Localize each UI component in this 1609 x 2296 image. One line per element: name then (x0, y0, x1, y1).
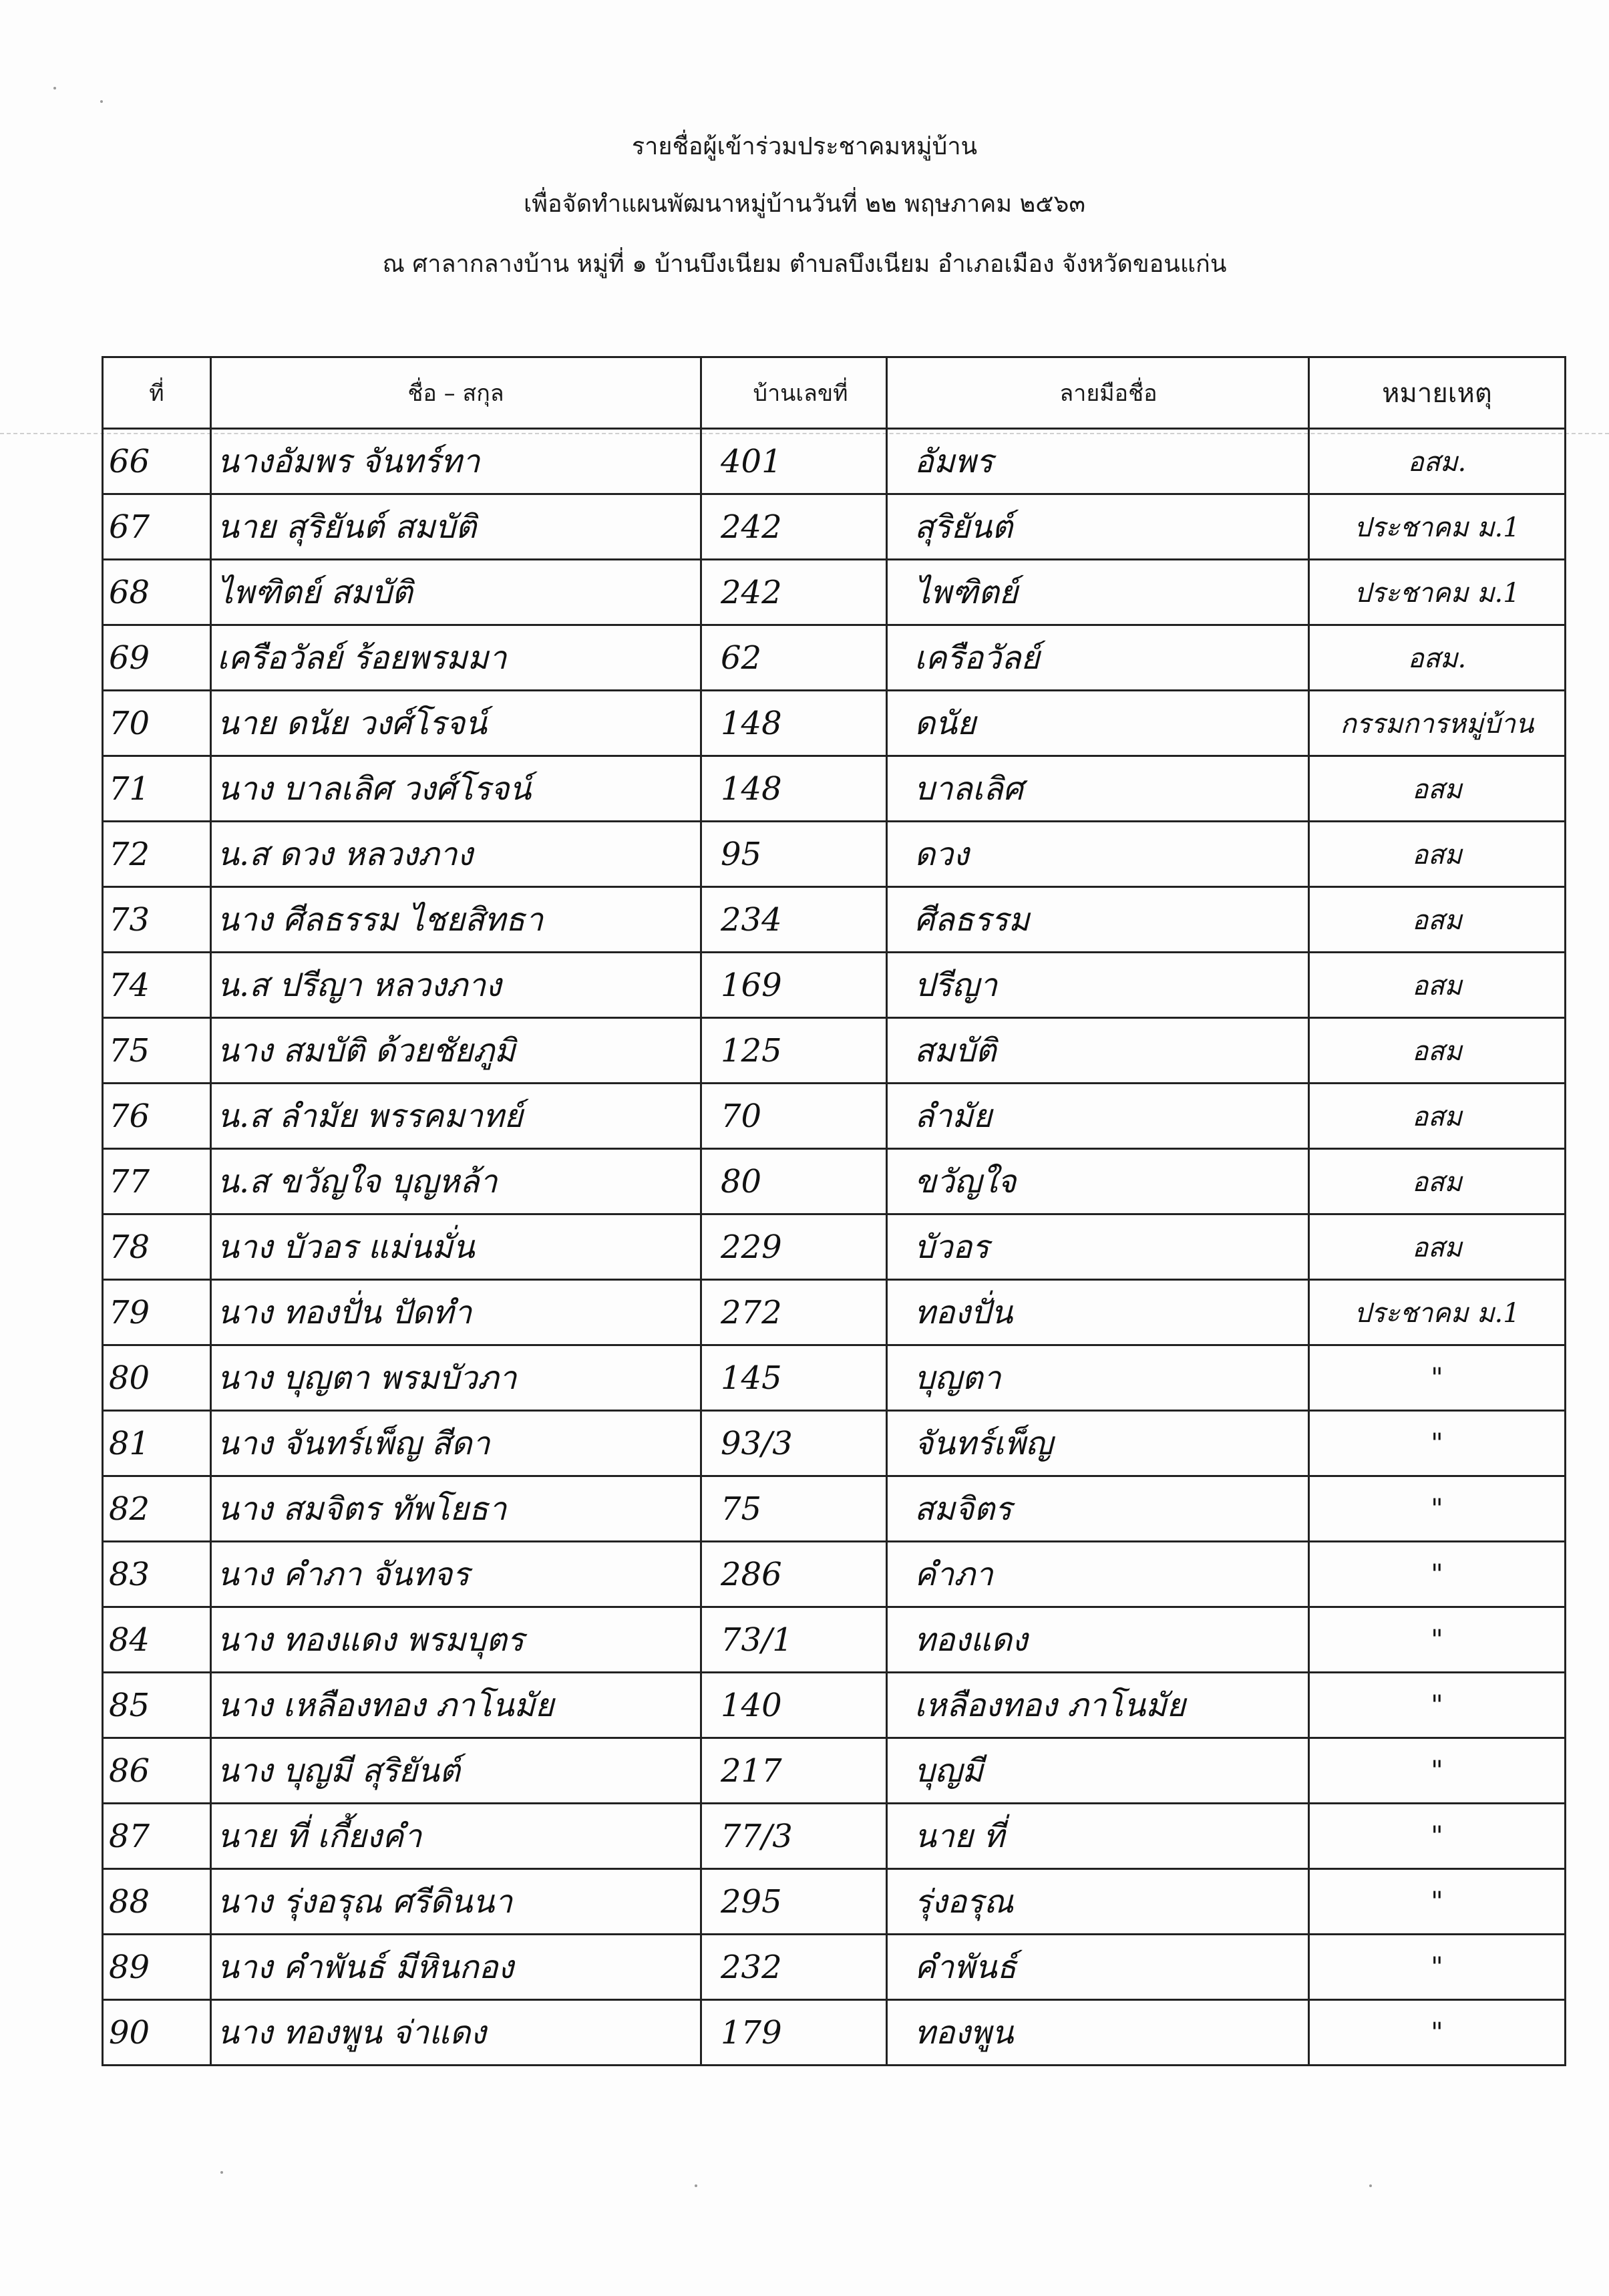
attendee-name-cell: เครือวัลย์ ร้อยพรมมา (211, 625, 701, 691)
house-number-cell: 80 (701, 1149, 887, 1214)
table-row (103, 1084, 1566, 1149)
signature-cell: อัมพร (887, 429, 1309, 494)
row-number-cell: 80 (103, 1345, 211, 1411)
remark-cell: อสม (1309, 1149, 1566, 1214)
house-number-cell: 232 (701, 1935, 887, 2000)
attendee-name-cell: นางอัมพร จันทร์ทา (211, 429, 701, 494)
attendee-name-cell: นาย ดนัย วงศ์โรจน์ (211, 691, 701, 756)
attendee-name-cell: น.ส ปรีญา หลวงภาง (211, 953, 701, 1018)
signature-cell: บาลเลิศ (887, 756, 1309, 822)
house-number-cell: 217 (701, 1738, 887, 1804)
house-number-cell: 70 (701, 1084, 887, 1149)
row-number-cell: 72 (103, 822, 211, 887)
signature-cell: ดนัย (887, 691, 1309, 756)
signature-cell: สมบัติ (887, 1018, 1309, 1084)
house-number-cell: 242 (701, 494, 887, 560)
remark-cell: อสม (1309, 756, 1566, 822)
remark-cell: " (1309, 1935, 1566, 2000)
house-number-cell: 229 (701, 1214, 887, 1280)
row-number-cell: 77 (103, 1149, 211, 1214)
house-number-cell: 148 (701, 691, 887, 756)
signature-cell: รุ่งอรุณ (887, 1869, 1309, 1935)
house-number-cell: 286 (701, 1542, 887, 1607)
attendee-name-cell: นาง บัวอร แม่นมั่น (211, 1214, 701, 1280)
document-subtitle: เพื่อจัดทำแผนพัฒนาหมู่บ้านวันที่ ๒๒ พฤษภาคม ๒๕๖๓ (524, 190, 1085, 218)
house-number-cell: 75 (701, 1476, 887, 1542)
row-number-cell: 83 (103, 1542, 211, 1607)
signature-cell: คำพันธ์ (887, 1935, 1309, 2000)
scan-speck (100, 100, 103, 103)
row-number-cell: 84 (103, 1607, 211, 1673)
signature-cell: ทองพูน (887, 2000, 1309, 2066)
remark-cell: " (1309, 1476, 1566, 1542)
attendee-name-cell: นาง ทองแดง พรมบุตร (211, 1607, 701, 1673)
table-row (103, 1280, 1566, 1345)
remark-cell: อสม. (1309, 625, 1566, 691)
scan-speck (695, 2184, 697, 2187)
table-row (103, 494, 1566, 560)
row-number-cell: 66 (103, 429, 211, 494)
remark-cell: อสม (1309, 1018, 1566, 1084)
remark-cell: " (1309, 1804, 1566, 1869)
document-title: รายชื่อผู้เข้าร่วมประชาคมหมู่บ้าน (631, 133, 978, 160)
remark-cell: " (1309, 1345, 1566, 1411)
table-row (103, 2000, 1566, 2066)
column-header-signature: ลายมือชื่อ (887, 357, 1309, 429)
signature-cell: สุริยันต์ (887, 494, 1309, 560)
attendee-name-cell: ไพฑิตย์ สมบัติ (211, 560, 701, 625)
remark-cell: " (1309, 2000, 1566, 2066)
house-number-cell: 73/1 (701, 1607, 887, 1673)
row-number-cell: 87 (103, 1804, 211, 1869)
remark-cell: " (1309, 1738, 1566, 1804)
table-row (103, 1345, 1566, 1411)
house-number-cell: 234 (701, 887, 887, 953)
remark-cell: " (1309, 1673, 1566, 1738)
attendee-name-cell: น.ส ขวัญใจ บุญหล้า (211, 1149, 701, 1214)
house-number-cell: 125 (701, 1018, 887, 1084)
table-row (103, 1738, 1566, 1804)
house-number-cell: 169 (701, 953, 887, 1018)
remark-cell: อสม (1309, 1084, 1566, 1149)
row-number-cell: 69 (103, 625, 211, 691)
attendee-name-cell: นาง จันทร์เพ็ญ สีดา (211, 1411, 701, 1476)
table-row (103, 1411, 1566, 1476)
row-number-cell: 71 (103, 756, 211, 822)
house-number-cell: 401 (701, 429, 887, 494)
table-body (103, 429, 1566, 2066)
row-number-cell: 90 (103, 2000, 211, 2066)
table-row (103, 953, 1566, 1018)
signature-cell: บัวอร (887, 1214, 1309, 1280)
remark-cell: " (1309, 1869, 1566, 1935)
remark-cell: อสม (1309, 822, 1566, 887)
remark-cell: อสม. (1309, 429, 1566, 494)
attendee-name-cell: นาง บุญมี สุริยันต์ (211, 1738, 701, 1804)
attendee-name-cell: นาง ทองพูน จ่าแดง (211, 2000, 701, 2066)
row-number-cell: 76 (103, 1084, 211, 1149)
attendee-name-cell: นาง ทองปั่น ปัดทำ (211, 1280, 701, 1345)
remark-cell: " (1309, 1411, 1566, 1476)
attendee-name-cell: น.ส ดวง หลวงภาง (211, 822, 701, 887)
remark-cell: อสม (1309, 887, 1566, 953)
signature-cell: จันทร์เพ็ญ (887, 1411, 1309, 1476)
attendee-name-cell: นาย ที่ เกี้ยงคำ (211, 1804, 701, 1869)
table-row (103, 1804, 1566, 1869)
table-row (103, 1607, 1566, 1673)
table-row (103, 691, 1566, 756)
house-number-cell: 77/3 (701, 1804, 887, 1869)
table-row (103, 1214, 1566, 1280)
table-header-row (103, 357, 1566, 429)
table-row (103, 1673, 1566, 1738)
row-number-cell: 67 (103, 494, 211, 560)
table-row (103, 887, 1566, 953)
attendee-name-cell: นาง รุ่งอรุณ ศรีดินนา (211, 1869, 701, 1935)
column-header-house: บ้านเลขที่ (701, 357, 887, 429)
house-number-cell: 145 (701, 1345, 887, 1411)
row-number-cell: 75 (103, 1018, 211, 1084)
row-number-cell: 82 (103, 1476, 211, 1542)
house-number-cell: 179 (701, 2000, 887, 2066)
column-header-no: ที่ (103, 357, 211, 429)
row-number-cell: 70 (103, 691, 211, 756)
row-number-cell: 73 (103, 887, 211, 953)
attendee-name-cell: น.ส ลำมัย พรรคมาทย์ (211, 1084, 701, 1149)
signature-cell: บุญตา (887, 1345, 1309, 1411)
table-row (103, 756, 1566, 822)
signature-cell: ลำมัย (887, 1084, 1309, 1149)
signature-cell: ขวัญใจ (887, 1149, 1309, 1214)
remark-cell: กรรมการหมู่บ้าน (1309, 691, 1566, 756)
table-row (103, 1018, 1566, 1084)
row-number-cell: 85 (103, 1673, 211, 1738)
column-header-note: หมายเหตุ (1309, 357, 1566, 429)
table-row (103, 560, 1566, 625)
row-number-cell: 74 (103, 953, 211, 1018)
table-row (103, 822, 1566, 887)
attendee-table (102, 356, 1566, 2066)
row-number-cell: 89 (103, 1935, 211, 2000)
signature-cell: ปรีญา (887, 953, 1309, 1018)
signature-cell: ไพฑิตย์ (887, 560, 1309, 625)
table-row (103, 1542, 1566, 1607)
attendee-name-cell: นาง คำภา จันทจร (211, 1542, 701, 1607)
signature-cell: ทองปั่น (887, 1280, 1309, 1345)
signature-cell: ทองแดง (887, 1607, 1309, 1673)
house-number-cell: 272 (701, 1280, 887, 1345)
table-row (103, 1935, 1566, 2000)
row-number-cell: 86 (103, 1738, 211, 1804)
attendee-name-cell: นาง คำพันธ์ มีหินกอง (211, 1935, 701, 2000)
remark-cell: ประชาคม ม.1 (1309, 1280, 1566, 1345)
scan-speck (220, 2171, 223, 2174)
row-number-cell: 78 (103, 1214, 211, 1280)
document-location: ณ ศาลากลางบ้าน หมู่ที่ ๑ บ้านบึงเนียม ตำบลบึงเนียม อำเภอเมือง จังหวัดขอนแก่น (382, 251, 1227, 278)
scan-speck (53, 87, 56, 90)
attendee-name-cell: นาย สุริยันต์ สมบัติ (211, 494, 701, 560)
table-row (103, 1149, 1566, 1214)
row-number-cell: 68 (103, 560, 211, 625)
attendee-name-cell: นาง บาลเลิศ วงศ์โรจน์ (211, 756, 701, 822)
scan-speck (1369, 2184, 1372, 2187)
signature-cell: ศีลธรรม (887, 887, 1309, 953)
attendee-name-cell: นาง เหลืองทอง ภาโนมัย (211, 1673, 701, 1738)
house-number-cell: 295 (701, 1869, 887, 1935)
attendee-name-cell: นาง สมจิตร ทัพโยธา (211, 1476, 701, 1542)
signature-cell: บุญมี (887, 1738, 1309, 1804)
table-row (103, 429, 1566, 494)
signature-cell: คำภา (887, 1542, 1309, 1607)
house-number-cell: 148 (701, 756, 887, 822)
house-number-cell: 95 (701, 822, 887, 887)
attendee-name-cell: นาง สมบัติ ด้วยชัยภูมิ (211, 1018, 701, 1084)
signature-cell: สมจิตร (887, 1476, 1309, 1542)
table-row (103, 1476, 1566, 1542)
row-number-cell: 88 (103, 1869, 211, 1935)
table-row (103, 1869, 1566, 1935)
signature-cell: นาย ที่ (887, 1804, 1309, 1869)
signature-cell: เหลืองทอง ภาโนมัย (887, 1673, 1309, 1738)
remark-cell: " (1309, 1607, 1566, 1673)
remark-cell: ประชาคม ม.1 (1309, 560, 1566, 625)
house-number-cell: 242 (701, 560, 887, 625)
attendee-name-cell: นาง บุญตา พรมบัวภา (211, 1345, 701, 1411)
signature-cell: ดวง (887, 822, 1309, 887)
house-number-cell: 140 (701, 1673, 887, 1738)
row-number-cell: 81 (103, 1411, 211, 1476)
table-row (103, 625, 1566, 691)
house-number-cell: 62 (701, 625, 887, 691)
row-number-cell: 79 (103, 1280, 211, 1345)
remark-cell: อสม (1309, 953, 1566, 1018)
remark-cell: ประชาคม ม.1 (1309, 494, 1566, 560)
remark-cell: อสม (1309, 1214, 1566, 1280)
column-header-name: ชื่อ – สกุล (211, 357, 701, 429)
signature-cell: เครือวัลย์ (887, 625, 1309, 691)
house-number-cell: 93/3 (701, 1411, 887, 1476)
attendee-name-cell: นาง ศีลธรรม ไชยสิทธา (211, 887, 701, 953)
remark-cell: " (1309, 1542, 1566, 1607)
